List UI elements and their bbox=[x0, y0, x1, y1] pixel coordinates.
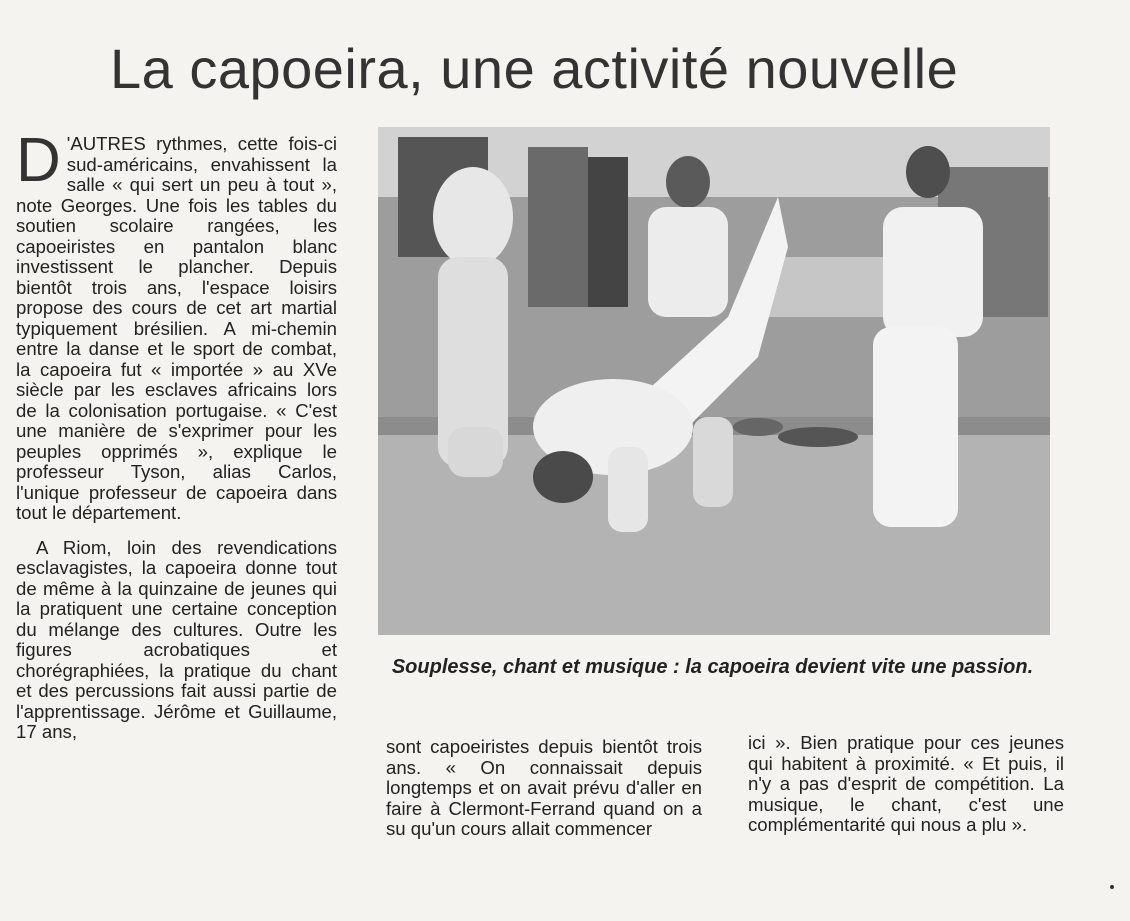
drop-cap: D bbox=[16, 126, 61, 195]
speck bbox=[1110, 885, 1114, 889]
article-headline: La capoeira, une activité nouvelle bbox=[110, 37, 959, 100]
paragraph-1-text: 'AUTRES rythmes, cette fois-ci sud-américains, envahissent la salle « qui sert un peu à tout », note Georges. Une fois les tables du soutien scolaire rangées, les capoeiristes en pantalon blanc investissent le plancher. Depuis bientôt trois ans, l'espace loisirs propose des cours de cet art martial typiquement brésilien. A mi-chemin entre la danse et le sport de combat, la capoeira fut « importée » au XVe siècle par les esclaves africains lors de la colonisation portugaise. « C'est une manière de s'exprimer pour les peuples opprimés », explique le professeur Tyson, alias Carlos, l'unique professeur de capoeira dans tout le département. bbox=[16, 133, 337, 523]
paragraph-2: A Riom, loin des revendications esclavagistes, la capoeira donne tout de même à la quinzaine de jeunes qui la pratiquent une certaine conception du mélange des cultures. Outre les figures acrobatiques et chorégraphiées, la pratique du chant et des percussions fait aussi partie de l'apprentissage. Jérôme et Guillaume, 17 ans, bbox=[16, 536, 337, 742]
paragraph-1 bbox=[16, 126, 337, 524]
article-column-3 bbox=[748, 733, 1064, 836]
capoeira-photo-illustration bbox=[378, 127, 1050, 635]
article-column-2 bbox=[386, 737, 702, 840]
article-photo bbox=[378, 127, 1050, 635]
article-column-1 bbox=[16, 126, 337, 743]
photo-caption: Souplesse, chant et musique : la capoeira devient vite une passion. bbox=[391, 656, 1034, 678]
column-2-text: sont capoeiristes depuis bientôt trois ans. « On connaissait depuis longtemps et on avait prévu d'aller en faire à Clermont-Ferrand quand on a su qu'un cours allait commencer bbox=[386, 736, 702, 839]
column-3-text: ici ». Bien pratique pour ces jeunes qui habitent à proximité. « Et puis, il n'y a pas d'esprit de compétition. La musique, le chant, c'est une complémentarité qui nous a plu ». bbox=[748, 732, 1064, 835]
